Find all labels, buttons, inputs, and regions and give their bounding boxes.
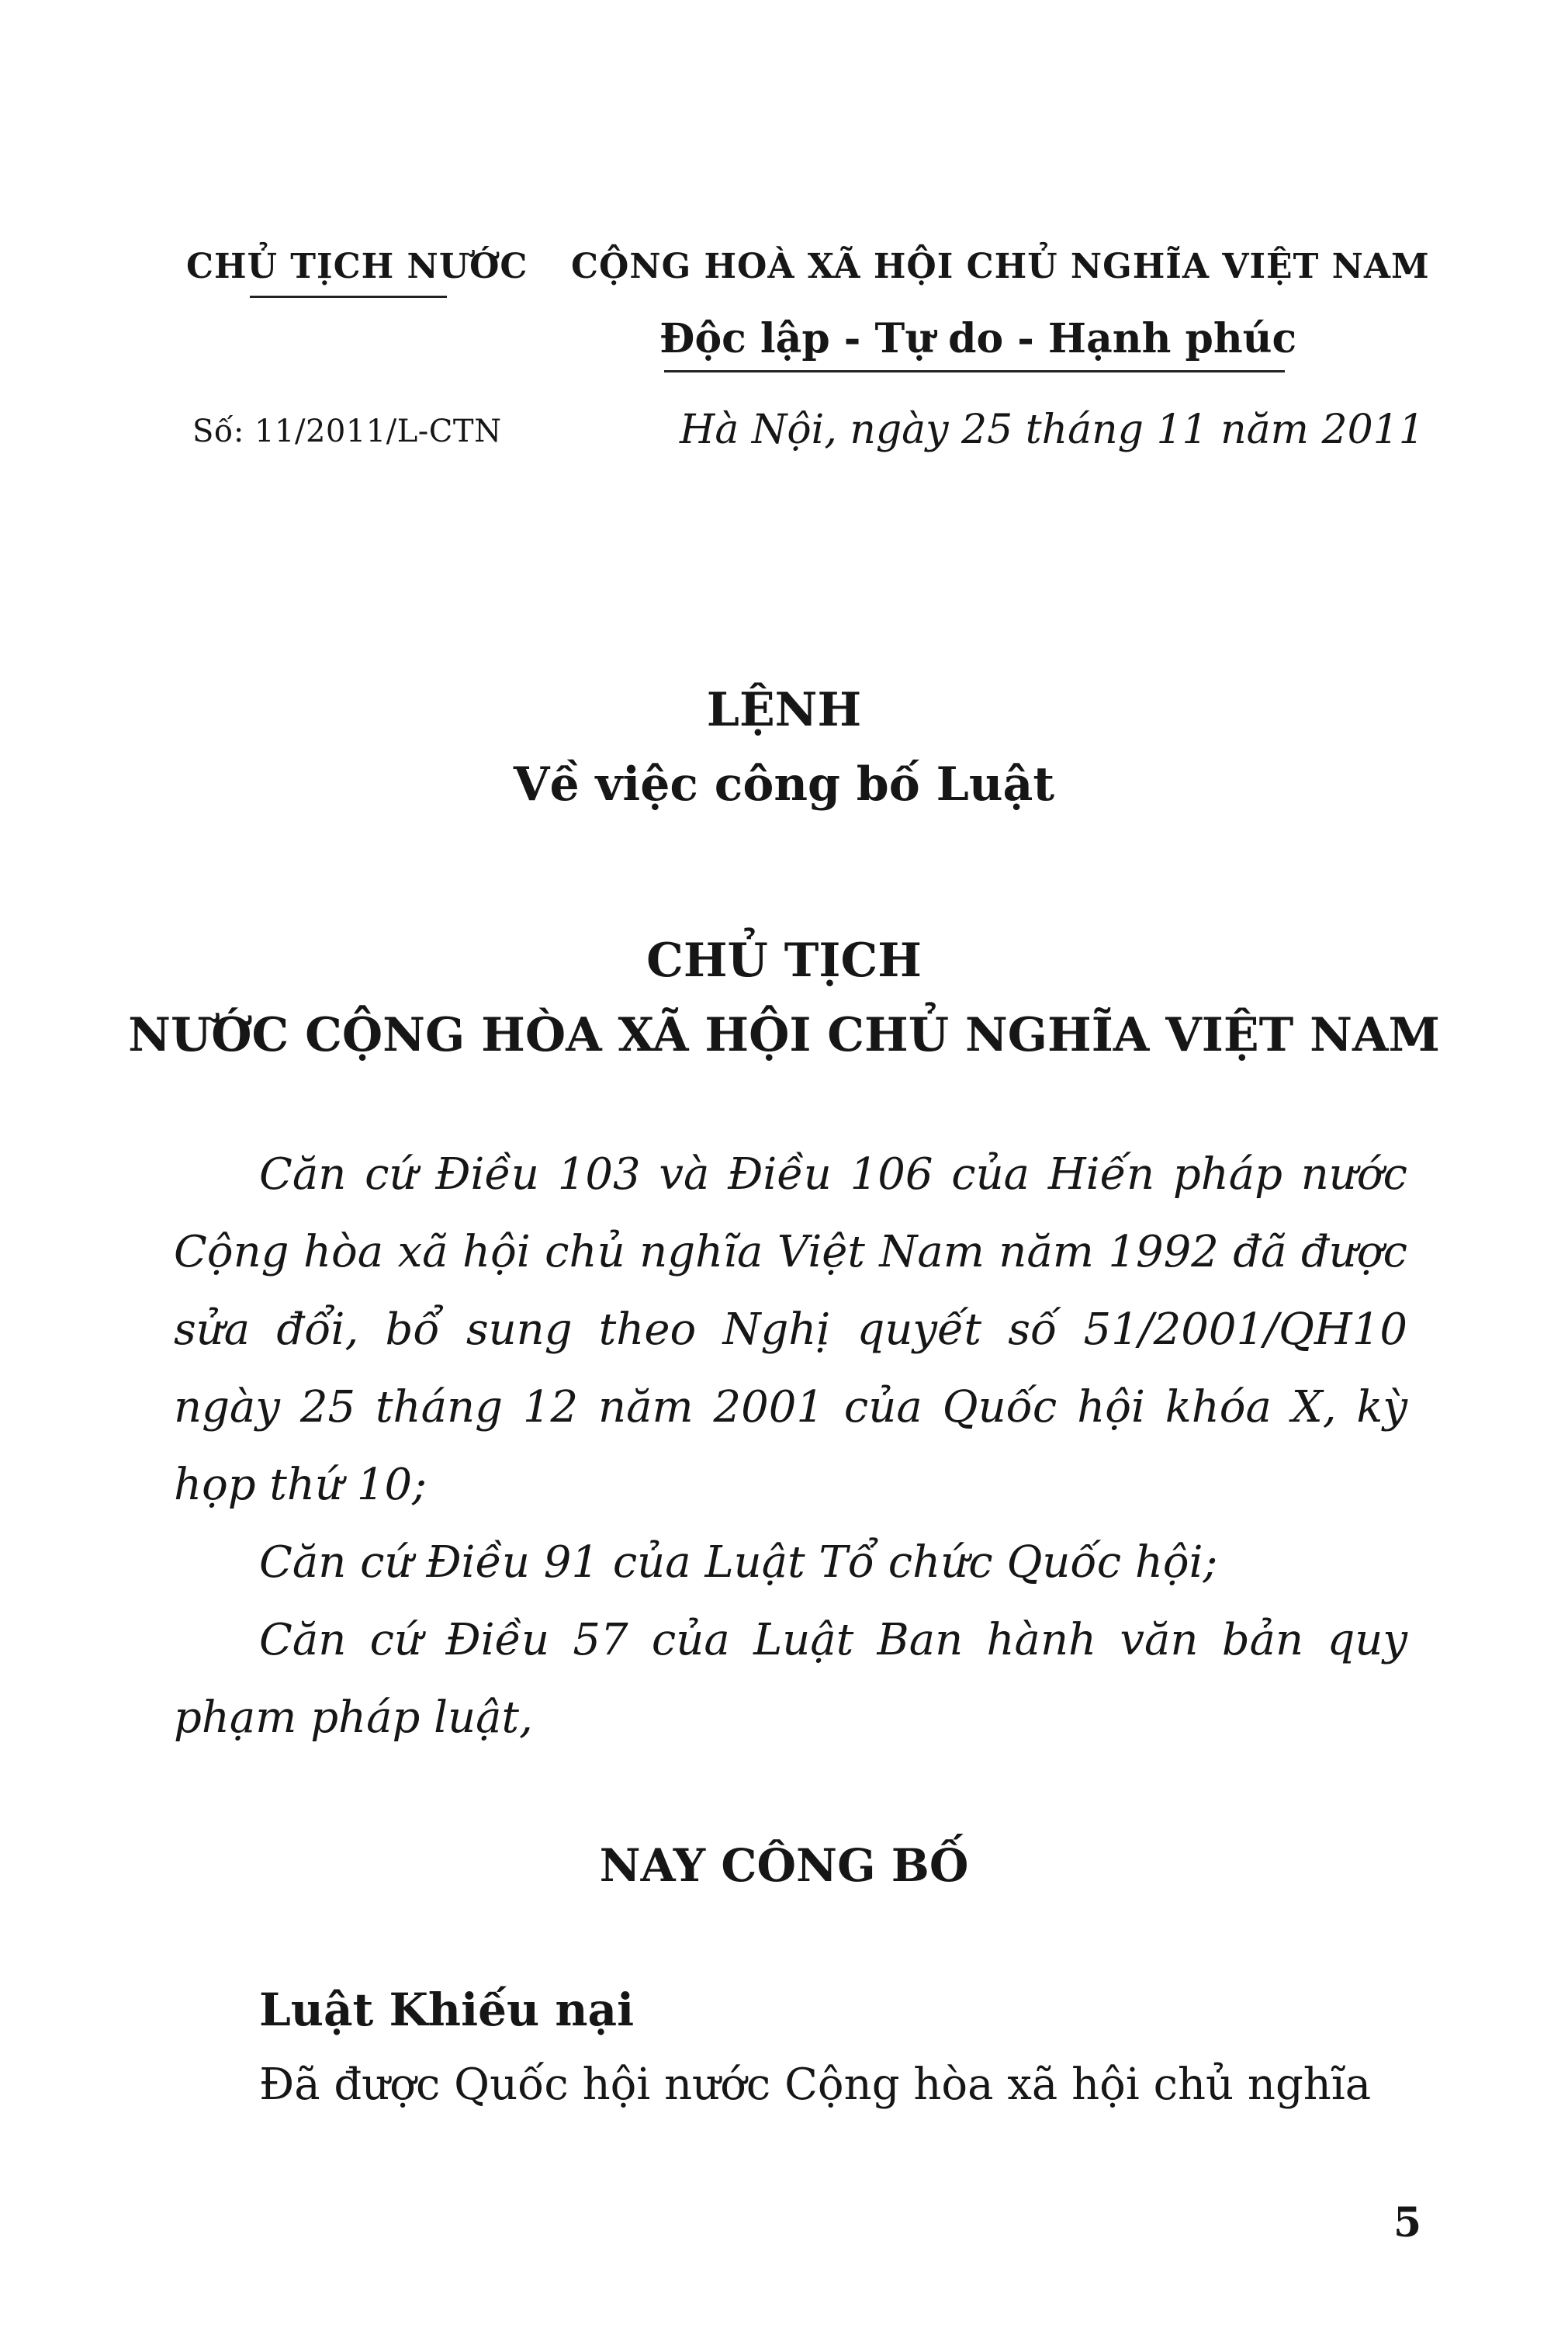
authority-line-1: CHỦ TỊCH — [646, 934, 922, 988]
national-motto: Độc lập - Tự do - Hạnh phúc — [659, 315, 1297, 362]
document-number: Số: 11/2011/L-CTN — [192, 414, 502, 449]
page-number: 5 — [1393, 2199, 1422, 2247]
passed-text: Đã được Quốc hội nước Cộng hòa xã hội chủ nghĩa — [259, 2060, 1372, 2110]
place-date: Hà Nội, ngày 25 tháng 11 năm 2011 — [680, 407, 1424, 453]
issuer-name: CHỦ TỊCH NƯỚC — [186, 247, 528, 286]
national-name: CỘNG HOÀ XÃ HỘI CHỦ NGHĨA VIỆT NAM — [571, 247, 1430, 286]
motto-underline — [664, 370, 1285, 372]
issuer-underline — [250, 296, 447, 298]
authority-line-2: NƯỚC CỘNG HÒA XÃ HỘI CHỦ NGHĨA VIỆT NAM — [128, 1008, 1440, 1062]
document-type-title: LỆNH — [706, 683, 862, 737]
basis-paragraph-constitution: Căn cứ Điều 103 và Điều 106 của Hiến pháp nước Cộng hòa xã hội chủ nghĩa Việt Nam năm 1992 đã được sửa đổi, bổ sung theo Nghị quyết số 51/2001/QH10 ngày 25 tháng 12 năm 2001 của Quốc hội khóa X, kỳ họp thứ 10; — [174, 1149, 1407, 1510]
document-subject: Về việc công bố Luật — [513, 757, 1055, 812]
law-name: Luật Khiếu nại — [259, 1983, 635, 2036]
basis-paragraph-organization-law: Căn cứ Điều 91 của Luật Tổ chức Quốc hội; — [259, 1537, 1218, 1588]
basis-paragraph-legal-documents-law: Căn cứ Điều 57 của Luật Ban hành văn bản quy phạm pháp luật, — [174, 1615, 1407, 1743]
promulgation-heading: NAY CÔNG BỐ — [599, 1839, 969, 1892]
